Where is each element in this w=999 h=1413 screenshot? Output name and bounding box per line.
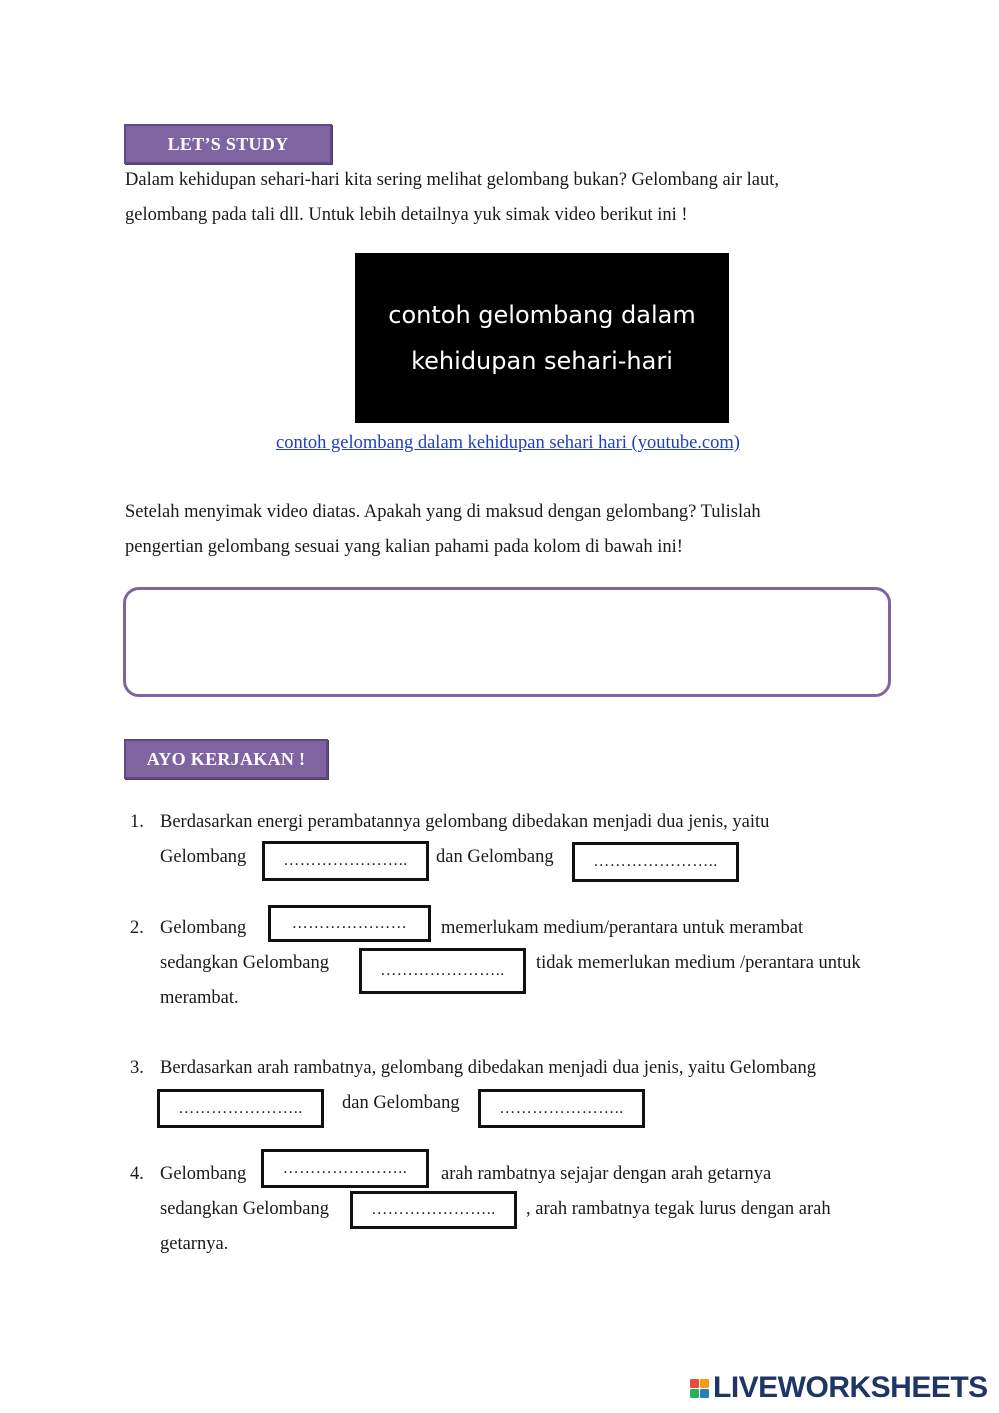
q4-number: 4. <box>130 1164 144 1184</box>
q2-part-c: sedangkan Gelombang <box>160 953 330 973</box>
q1-part-a: Gelombang <box>160 847 247 867</box>
q1-number: 1. <box>130 812 144 832</box>
intro-line-1: Dalam kehidupan sehari-hari kita sering melihat gelombang bukan? Gelombang air laut, <box>125 170 779 190</box>
q4-blank-2[interactable]: ………………….. <box>350 1191 517 1229</box>
q2-number: 2. <box>130 918 144 938</box>
question-paragraph <box>125 495 885 565</box>
q2-part-e: merambat. <box>160 988 239 1008</box>
q4-part-d: , arah rambatnya tegak lurus dengan arah <box>526 1199 831 1219</box>
lets-study-banner <box>124 124 332 164</box>
liveworksheets-logo[interactable] <box>690 1370 988 1406</box>
q4-part-e: getarnya. <box>160 1234 229 1254</box>
q1-part-b: dan Gelombang <box>436 847 554 867</box>
q2-part-a: Gelombang <box>160 918 247 938</box>
q1-blank-1[interactable]: ………………….. <box>262 841 429 881</box>
intro-paragraph <box>125 163 885 233</box>
q1-line-1: Berdasarkan energi perambatannya gelombang dibedakan menjadi dua jenis, yaitu <box>160 812 770 832</box>
q3-blank-2[interactable]: ………………….. <box>478 1089 645 1128</box>
ayo-kerjakan-banner <box>124 739 328 779</box>
q2-part-b: memerlukam medium/perantara untuk merambat <box>441 918 804 938</box>
liveworksheets-logo-text: LIVEWORKSHEETS <box>713 1371 988 1404</box>
logo-square-blue <box>700 1389 709 1398</box>
q3-part-b: dan Gelombang <box>342 1093 460 1113</box>
video-thumbnail[interactable] <box>355 253 729 423</box>
video-title-line-1: contoh gelombang dalam <box>388 301 696 329</box>
video-link[interactable]: contoh gelombang dalam kehidupan sehari hari (youtube.com) <box>276 433 740 453</box>
q2-blank-2[interactable]: ………………….. <box>359 948 526 994</box>
q2-part-d: tidak memerlukan medium /perantara untuk <box>536 953 861 973</box>
question-line-1: Setelah menyimak video diatas. Apakah yang di maksud dengan gelombang? Tulislah <box>125 502 761 522</box>
intro-line-2: gelombang pada tali dll. Untuk lebih detailnya yuk simak video berikut ini ! <box>125 205 688 225</box>
logo-square-orange <box>700 1379 709 1388</box>
q3-line-1: Berdasarkan arah rambatnya, gelombang dibedakan menjadi dua jenis, yaitu Gelombang <box>160 1058 817 1078</box>
definition-answer-box[interactable] <box>123 587 891 697</box>
q2-blank-1[interactable]: ………………… <box>268 905 431 942</box>
q1-blank-2[interactable]: ………………….. <box>572 842 739 882</box>
question-line-2: pengertian gelombang sesuai yang kalian pahami pada kolom di bawah ini! <box>125 537 683 557</box>
q4-part-a: Gelombang <box>160 1164 247 1184</box>
q4-blank-1[interactable]: ………………….. <box>261 1149 429 1188</box>
q4-part-c: sedangkan Gelombang <box>160 1199 330 1219</box>
lets-study-label: LET’S STUDY <box>167 133 289 154</box>
video-title-line-2: kehidupan sehari-hari <box>411 347 673 375</box>
liveworksheets-mark-icon <box>690 1379 709 1398</box>
ayo-kerjakan-label: AYO KERJAKAN ! <box>146 748 306 769</box>
logo-square-red <box>690 1379 699 1388</box>
logo-square-green <box>690 1389 699 1398</box>
q4-part-b: arah rambatnya sejajar dengan arah getarnya <box>441 1164 772 1184</box>
q3-number: 3. <box>130 1058 144 1078</box>
q3-blank-1[interactable]: ………………….. <box>157 1089 324 1128</box>
